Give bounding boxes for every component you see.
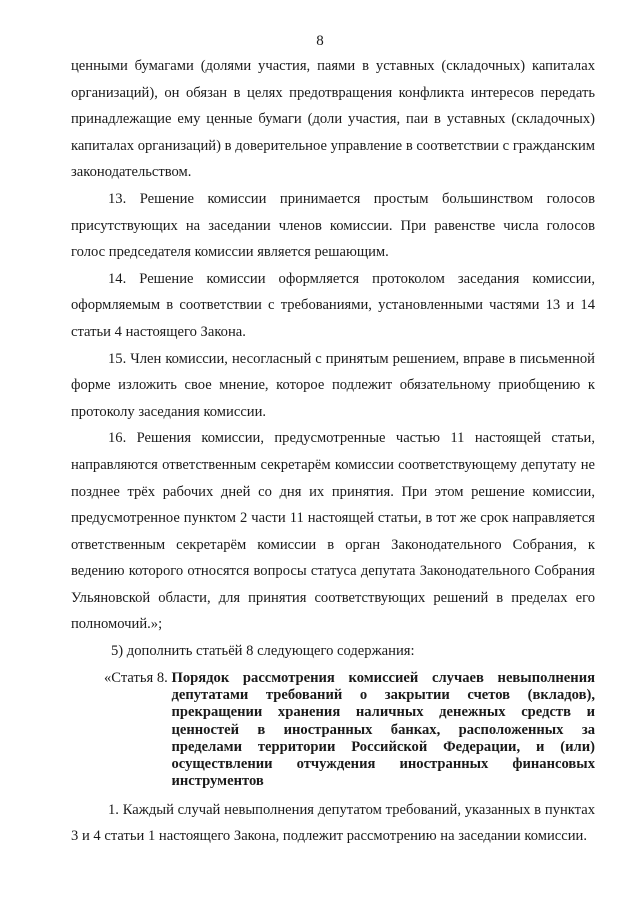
paragraph-14: 14. Решение комиссии оформляется протоколом заседания комиссии, оформляемым в соответствии с требованиями, установленными частями 13 и 14 статьи 4 настоящего Закона. — [71, 270, 595, 340]
paragraph-16: 16. Решения комиссии, предусмотренные частью 11 настоящей статьи, направляются ответственным секретарём комиссии соответствующему депутату не позднее трёх рабочих дней со дня их принятия. При этом решение комиссии, предусмотренное пунктом 2 части 11 настоящей статьи, в тот же срок направляется ответственным секретарём комиссии в орган Законодательного Собрания, к ведению которого относятся вопросы статуса депутата Законодательного Собрания Ульяновской области, для принятия соответствующих решений в пределах его полномочий.»; — [71, 430, 595, 633]
article-8-title — [71, 670, 595, 791]
article-8-prefix: «Статья 8. — [104, 669, 172, 686]
paragraph-15: 15. Член комиссии, несогласный с принятым решением, вправе в письменной форме изложить свое мнение, которое подлежит обязательному приобщению к протоколу заседания комиссии. — [71, 350, 595, 420]
article-8-heading: Порядок рассмотрения комиссией случаев невыполнения депутатами требований о закрытии счетов (вкладов), прекращении хранения наличных денежных средств и ценностей в иностранных банках, расположенных за пределами территории Российской Федерации, и (или) осуществлении отчуждения иностранных финансовых инструментов — [171, 669, 595, 790]
article-8-paragraph-1: 1. Каждый случай невыполнения депутатом требований, указанных в пунктах 3 и 4 статьи 1 настоящего Закона, подлежит рассмотрению на заседании комиссии. — [71, 801, 595, 845]
paragraph-13: 13. Решение комиссии принимается простым большинством голосов присутствующих на заседании членов комиссии. При равенстве числа голосов голос председателя комиссии является решающим. — [71, 190, 595, 261]
amendment-item-5: 5) дополнить статьёй 8 следующего содержания: — [111, 643, 415, 660]
document-body — [71, 53, 595, 850]
paragraph-continued: ценными бумагами (долями участия, паями в уставных (складочных) капиталах организаций), он обязан в целях предотвращения конфликта интересов передать принадлежащие ему ценные бумаги (доли участия, паи в уставных (складочных) капиталах организаций) в доверительное управление в соответствии с гражданским законодательством. — [71, 58, 595, 181]
page-number: 8 — [316, 33, 324, 49]
